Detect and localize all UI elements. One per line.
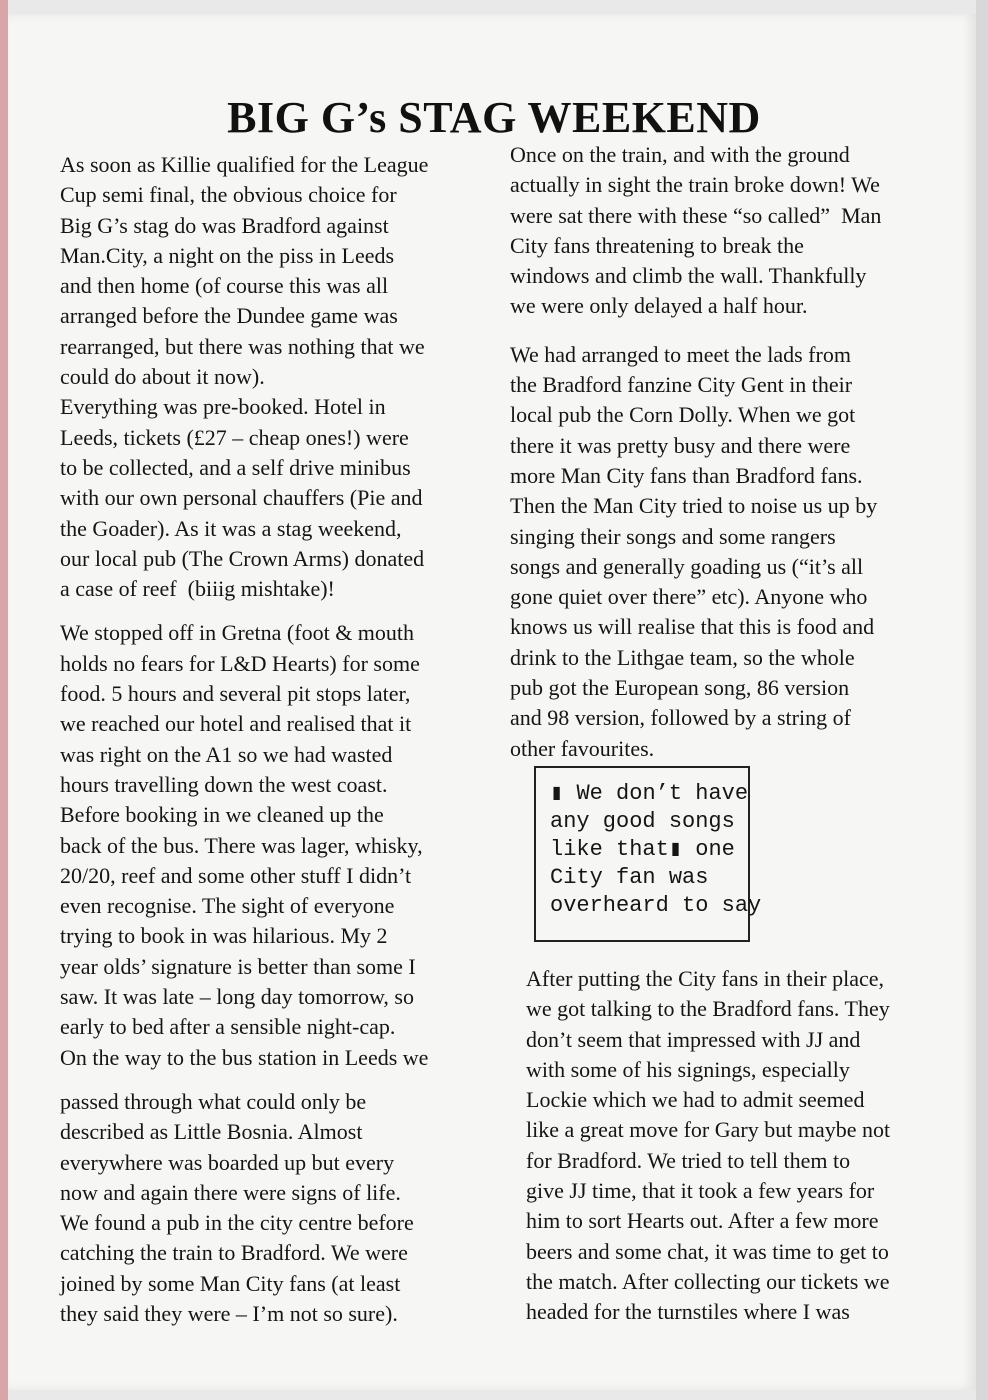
- line: Man.City, a night on the piss in Leeds: [60, 242, 395, 268]
- line: with some of his signings, especially: [526, 1056, 850, 1082]
- line: passed through what could only be: [60, 1088, 367, 1114]
- line: headed for the turnstiles where I was: [526, 1299, 850, 1325]
- line: gone quiet over there” etc). Anyone who: [510, 584, 868, 610]
- line: the match. After collecting our tickets we: [526, 1268, 890, 1294]
- line: give JJ time, that it took a few years for: [526, 1178, 875, 1204]
- column-right-lower: [526, 964, 890, 1328]
- line: a case of reef (biiig mishtake)!: [60, 576, 335, 602]
- column-left: [60, 150, 428, 1329]
- line: On the way to the bus station in Leeds we: [60, 1044, 429, 1070]
- line: there it was pretty busy and there were: [510, 432, 851, 458]
- line: we got talking to the Bradford fans. They: [526, 996, 890, 1022]
- line: and then home (of course this was all: [60, 273, 389, 299]
- quote-line: like that▮ one: [550, 837, 735, 862]
- line: arranged before the Dundee game was: [60, 303, 398, 329]
- line: described as Little Bosnia. Almost: [60, 1119, 363, 1145]
- line: we reached our hotel and realised that it: [60, 711, 412, 737]
- line: more Man City fans than Bradford fans.: [510, 462, 863, 488]
- line: to be collected, and a self drive minibus: [60, 454, 411, 480]
- line: Everything was pre-booked. Hotel in: [60, 394, 386, 420]
- line: with our own personal chauffers (Pie and: [60, 485, 423, 511]
- line: pub got the European song, 86 version: [510, 675, 850, 701]
- line: We had arranged to meet the lads from: [510, 341, 851, 367]
- line: singing their songs and some rangers: [510, 523, 836, 549]
- line: everywhere was boarded up but every: [60, 1149, 395, 1175]
- quote-line: overheard to say: [550, 893, 762, 918]
- line: Cup semi final, the obvious choice for: [60, 182, 397, 208]
- line: As soon as Killie qualified for the League: [60, 152, 429, 177]
- line: rearranged, but there was nothing that we: [60, 333, 425, 359]
- line: saw. It was late – long day tomorrow, so: [60, 984, 414, 1010]
- line: for Bradford. We tried to tell them to: [526, 1147, 851, 1173]
- line: We stopped off in Gretna (foot & mouth: [60, 620, 415, 646]
- line: was right on the A1 so we had wasted: [60, 741, 393, 767]
- line: beers and some chat, it was time to get to: [526, 1238, 889, 1264]
- line: they said they were – I’m not so sure).: [60, 1300, 398, 1326]
- line: now and again there were signs of life.: [60, 1179, 401, 1205]
- line: the Bradford fanzine City Gent in their: [510, 372, 853, 398]
- line: drink to the Lithgae team, so the whole: [510, 644, 855, 670]
- line: like a great move for Gary but maybe not: [526, 1117, 891, 1143]
- column-right: [510, 140, 881, 764]
- line: We found a pub in the city centre before: [60, 1210, 414, 1236]
- line: Once on the train, and with the ground: [510, 142, 850, 167]
- line: we were only delayed a half hour.: [510, 293, 808, 319]
- article-title: BIG G’s STAG WEEKEND: [227, 93, 761, 142]
- line: food. 5 hours and several pit stops later,: [60, 681, 411, 707]
- line: City fans threatening to break the: [510, 232, 804, 258]
- line: don’t seem that impressed with JJ and: [526, 1026, 861, 1052]
- line: early to bed after a sensible night-cap.: [60, 1014, 396, 1040]
- line: knows us will realise that this is food and: [510, 614, 875, 640]
- line: back of the bus. There was lager, whisky,: [60, 832, 423, 858]
- line: could do about it now).: [60, 364, 265, 390]
- line: trying to book in was hilarious. My 2: [60, 923, 388, 949]
- line: hours travelling down the west coast.: [60, 771, 388, 797]
- quote-line: City fan was: [550, 865, 709, 890]
- line: joined by some Man City fans (at least: [60, 1270, 401, 1296]
- line: other favourites.: [510, 735, 655, 761]
- line: Lockie which we had to admit seemed: [526, 1087, 865, 1113]
- line: were sat there with these “so called” Man: [510, 202, 882, 228]
- line: our local pub (The Crown Arms) donated: [60, 545, 425, 571]
- line: year olds’ signature is better than some I: [60, 953, 416, 979]
- page-edge-right: [976, 0, 988, 1400]
- line: Before booking in we cleaned up the: [60, 802, 384, 828]
- line: even recognise. The sight of everyone: [60, 893, 395, 919]
- quote-line: ▮ We don’t have: [550, 781, 749, 806]
- line: local pub the Corn Dolly. When we got: [510, 402, 856, 428]
- line: windows and climb the wall. Thankfully: [510, 263, 867, 289]
- page-edge-left: [0, 0, 8, 1400]
- line: catching the train to Bradford. We were: [60, 1240, 408, 1266]
- line: Big G’s stag do was Bradford against: [60, 212, 389, 238]
- line: 20/20, reef and some other stuff I didn’t: [60, 862, 412, 888]
- quote-box: [534, 766, 762, 942]
- line: Leeds, tickets (£27 – cheap ones!) were: [60, 424, 409, 450]
- line: holds no fears for L&D Hearts) for some: [60, 650, 420, 676]
- line: Then the Man City tried to noise us up by: [510, 493, 878, 519]
- line: the Goader). As it was a stag weekend,: [60, 515, 402, 541]
- line: actually in sight the train broke down! We: [510, 172, 880, 198]
- line: After putting the City fans in their place,: [526, 966, 885, 991]
- line: songs and generally goading us (“it’s all: [510, 553, 864, 579]
- quote-line: any good songs: [550, 809, 735, 834]
- line: and 98 version, followed by a string of: [510, 705, 851, 731]
- line: him to sort Hearts out. After a few more: [526, 1208, 879, 1234]
